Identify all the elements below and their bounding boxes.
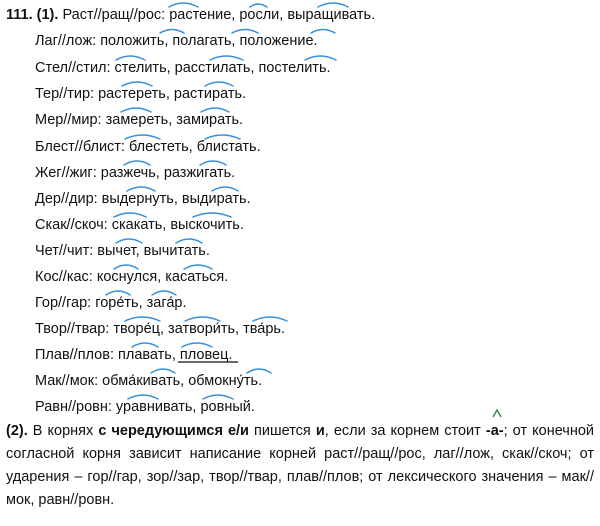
root-line-text: Плав//плов: плавать, пловец. [35, 347, 233, 363]
rule-text: ; от конечной согласной корня зависит написание корней раст//ращ//рос, лаг//лож, скак//скоч; от ударения – гор//гар, зор//зар, твор//твар, плав//плов; от лексического значения – мак//мок, равн//ровн. [6, 423, 595, 508]
root-line-text: Стел//стил: стелить, расстилать, постелить. [35, 60, 331, 76]
root-line [35, 242, 210, 260]
root-line-text: Твор//твар: творе́ц, затвори́ть, тва́рь. [35, 321, 285, 337]
root-line-text: Чет//чит: вычет, вычитать. [35, 243, 210, 259]
root-line-text: Равн//ровн: уравнивать, ровный. [35, 399, 255, 415]
rule-paragraph [6, 420, 594, 512]
root-line-text: Мер//мир: замереть, замирать. [35, 112, 244, 128]
root-line [35, 346, 232, 364]
root-line [35, 111, 243, 129]
rule-bold-text: и [315, 423, 325, 439]
root-line-text: Тер//тир: растереть, растирать. [35, 86, 247, 102]
exercise-line-1 [6, 6, 375, 24]
root-line [35, 59, 331, 77]
root-line [35, 294, 186, 312]
root-line-text: Лаг//лож: положить, полагать, положение. [35, 33, 318, 49]
rule-text: В корнях [27, 423, 99, 439]
part1-label: (1). [36, 7, 59, 23]
suffix-caret-icon [492, 408, 502, 418]
root-line [35, 320, 285, 338]
root-line-text: Кос//кас: коснулся, касаться. [35, 269, 229, 285]
root-line-text: Жег//жиг: разжечь, разжигать. [35, 165, 236, 181]
root-line [35, 216, 244, 234]
root-line [35, 190, 251, 208]
root-line-text: Дер//дир: выдернуть, выдирать. [35, 191, 251, 207]
rule-text: пишется [248, 423, 316, 439]
root-line-text: Гор//гар: горе́ть, зага́р. [35, 295, 187, 311]
root-line-text: Раст//ращ//рос: растение, росли, выращивать. [62, 7, 376, 23]
root-line [35, 268, 228, 286]
root-line [35, 32, 318, 50]
rule-bold-text: с чередующимся е/и [98, 423, 249, 439]
root-line [35, 138, 261, 156]
suffix-marker: -а- [486, 420, 504, 443]
root-line-text: Скак//скоч: скакать, выскочить. [35, 217, 244, 233]
root-line [35, 164, 235, 182]
root-line-text: Мак//мок: обма́кивать, обмокну́ть. [35, 373, 263, 389]
rule-text: , если за корнем стоит [324, 423, 486, 439]
root-line [35, 398, 255, 416]
root-line [35, 85, 246, 103]
part2-label: (2). [6, 423, 28, 439]
root-line [35, 372, 262, 390]
root-line-text: Блест//блист: блестеть, блистать. [35, 139, 261, 155]
exercise-number: 111. [6, 7, 33, 23]
